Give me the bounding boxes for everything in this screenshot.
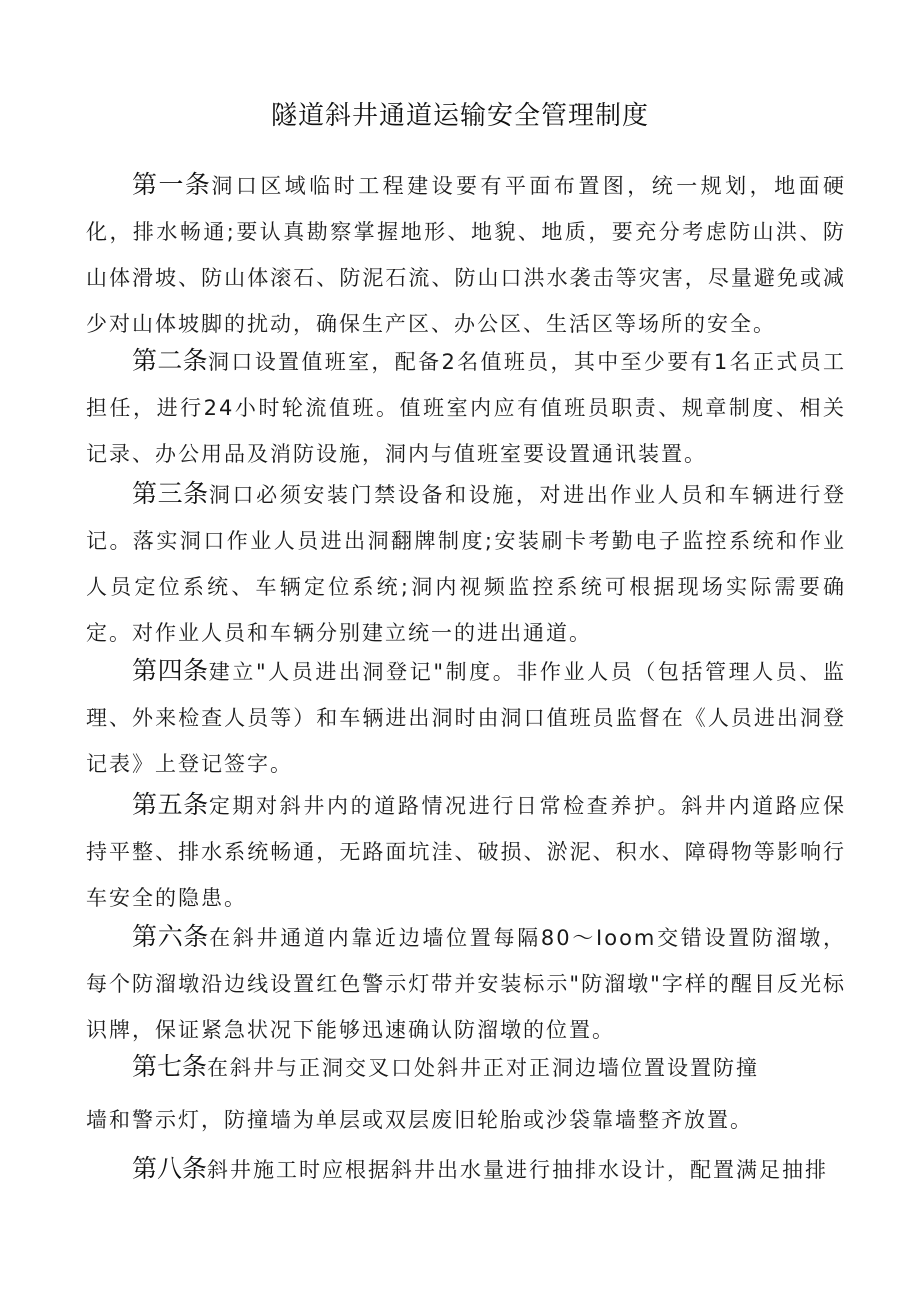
- article-7-number: 第七条: [132, 1052, 208, 1081]
- article-4: [86, 648, 846, 787]
- article-7-text-continued: 墙和警示灯，防撞墙为单层或双层废旧轮胎或沙袋靠墙整齐放置。: [86, 1108, 753, 1132]
- article-5-text: 定期对斜井内的道路情况进行日常检查养护。斜井内道路应保持平整、排水系统畅通，无路面坑洼、破损、淤泥、积水、障碍物等影响行车安全的隐患。: [86, 794, 846, 910]
- article-2-text: 洞口设置值班室，配备2名值班员，其中至少要有1名正式员工担任，进行24小时轮流值班。值班室内应有值班员职责、规章制度、相关记录、办公用品及消防设施，洞内与值班室要设置通讯装置。: [86, 350, 846, 466]
- article-4-number: 第四条: [132, 656, 209, 685]
- article-1-text: 洞口区域临时工程建设要有平面布置图，统一规划，地面硬化，排水畅通;要认真勘察掌握地形、地貌、地质，要充分考虑防山洪、防山体滑坡、防山体滚石、防泥石流、防山口洪水袭击等灾害，尽量避免或减少对山体坡脚的扰动，确保生产区、办公区、生活区等场所的安全。: [86, 174, 846, 336]
- article-3: [86, 471, 846, 656]
- article-6-text: 在斜井通道内靠近边墙位置每隔80〜Ioom交错设置防溜墩，每个防溜墩沿边线设置红色警示灯带并安装标示"防溜墩"字样的醒目反光标识牌，保证紧急状况下能够迅速确认防溜墩的位置。: [86, 926, 846, 1042]
- article-8-text: 斜井施工时应根据斜井出水量进行抽排水设计，配置满足抽排: [207, 1158, 829, 1182]
- article-8-number: 第八条: [132, 1154, 208, 1183]
- article-7: [86, 1044, 846, 1143]
- article-5: [86, 782, 846, 921]
- article-1: [86, 162, 846, 347]
- article-7-text: 在斜井与正洞交叉口处斜井正对正洞边墙位置设置防撞: [207, 1056, 760, 1080]
- article-8: [86, 1146, 846, 1193]
- article-3-text: 洞口必须安装门禁设备和设施，对进出作业人员和车辆进行登记。落实洞口作业人员进出洞翻牌制度;安装刷卡考勤电子监控系统和作业人员定位系统、车辆定位系统;洞内视频监控系统可根据现场实际需要确定。对作业人员和车辆分别建立统一的进出通道。: [86, 483, 846, 645]
- document-title: 隧道斜井通道运输安全管理制度: [270, 101, 649, 131]
- article-1-number: 第一条: [132, 170, 212, 199]
- article-6: [86, 914, 846, 1053]
- article-6-number: 第六条: [132, 922, 210, 951]
- article-4-text: 建立"人员进出洞登记"制度。非作业人员（包括管理人员、监理、外来检查人员等）和车辆进出洞时由洞口值班员监督在《人员进出洞登记表》上登记签字。: [86, 660, 846, 776]
- article-5-number: 第五条: [132, 790, 209, 819]
- article-2-number: 第二条: [132, 346, 209, 375]
- article-2: [86, 338, 846, 477]
- article-3-number: 第三条: [132, 479, 209, 508]
